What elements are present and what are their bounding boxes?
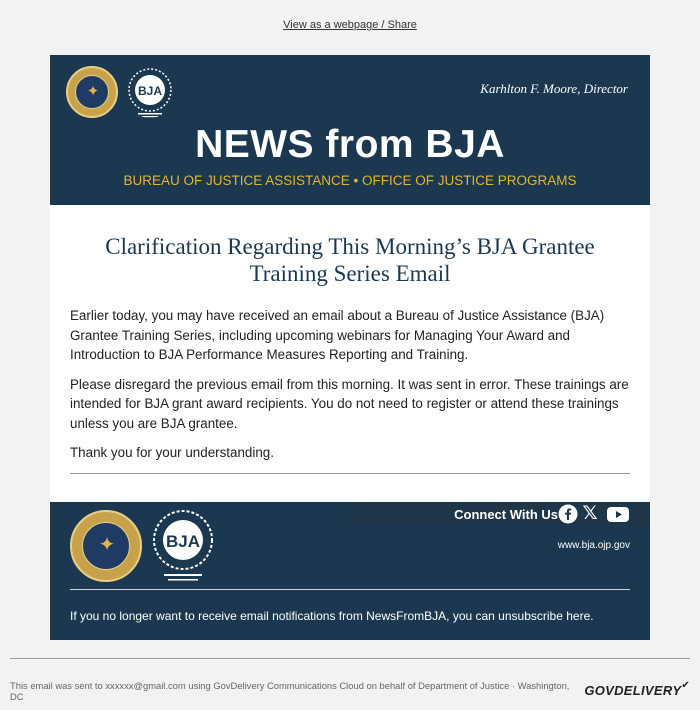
- doj-seal-icon: ✦: [70, 510, 142, 582]
- connect-label: Connect With Us: [454, 507, 558, 522]
- doj-seal-icon: ✦: [66, 66, 118, 118]
- newsletter-subtitle: BUREAU OF JUSTICE ASSISTANCE • OFFICE OF JUSTICE PROGRAMS: [123, 173, 577, 188]
- x-icon[interactable]: 𝕏: [582, 503, 598, 524]
- view-as-webpage-link[interactable]: View as a webpage / Share: [283, 19, 417, 31]
- footer-divider: [70, 589, 630, 590]
- bottom-divider: [10, 658, 690, 659]
- facebook-icon[interactable]: [558, 504, 578, 524]
- bja-seal-label: BJA: [137, 84, 163, 98]
- email-header: [50, 55, 650, 205]
- unsubscribe-text[interactable]: If you no longer want to receive email notifications from NewsFromBJA, you can unsubscribe here.: [70, 609, 594, 623]
- govdelivery-tick-icon: ✔: [681, 680, 690, 691]
- govdelivery-logo[interactable]: [584, 680, 690, 698]
- govdelivery-label: GOVDELIVERY: [584, 683, 682, 698]
- bja-seal-label: BJA: [165, 532, 201, 551]
- youtube-icon[interactable]: [606, 504, 630, 524]
- email-body: [50, 205, 650, 502]
- bja-seal-icon: [126, 66, 174, 118]
- sent-info: This email was sent to xxxxxx@gmail.com using GovDelivery Communications Cloud on behalf of Department of Justice · Washington, DC: [10, 680, 570, 702]
- headline: Clarification Regarding This Morning’s BJA Grantee Training Series Email: [105, 234, 595, 286]
- paragraph-2: Please disregard the previous email from this morning. It was sent in error. These trainings are intended for BJA grant award recipients. You do not need to register or attend these trainings unless you are BJA grantee.: [70, 376, 629, 431]
- newsletter-title: NEWS from BJA: [195, 123, 505, 166]
- paragraph-3: Thank you for your understanding.: [70, 445, 274, 460]
- website-link[interactable]: www.bja.ojp.gov: [557, 540, 630, 551]
- connect-bar: [350, 502, 650, 524]
- body-divider: [70, 473, 630, 474]
- email-footer: [50, 502, 650, 640]
- director-name: Karhlton F. Moore, Director: [480, 81, 628, 96]
- view-as-webpage-bar: [0, 19, 700, 31]
- email-container: [50, 55, 650, 640]
- bja-seal-icon: [150, 508, 216, 584]
- paragraph-1: Earlier today, you may have received an email about a Bureau of Justice Assistance (BJA) Grantee Training Series, including upcoming webinars for Managing Your Award and Introduction to BJA Performance Measures Reporting and Training.: [70, 308, 605, 362]
